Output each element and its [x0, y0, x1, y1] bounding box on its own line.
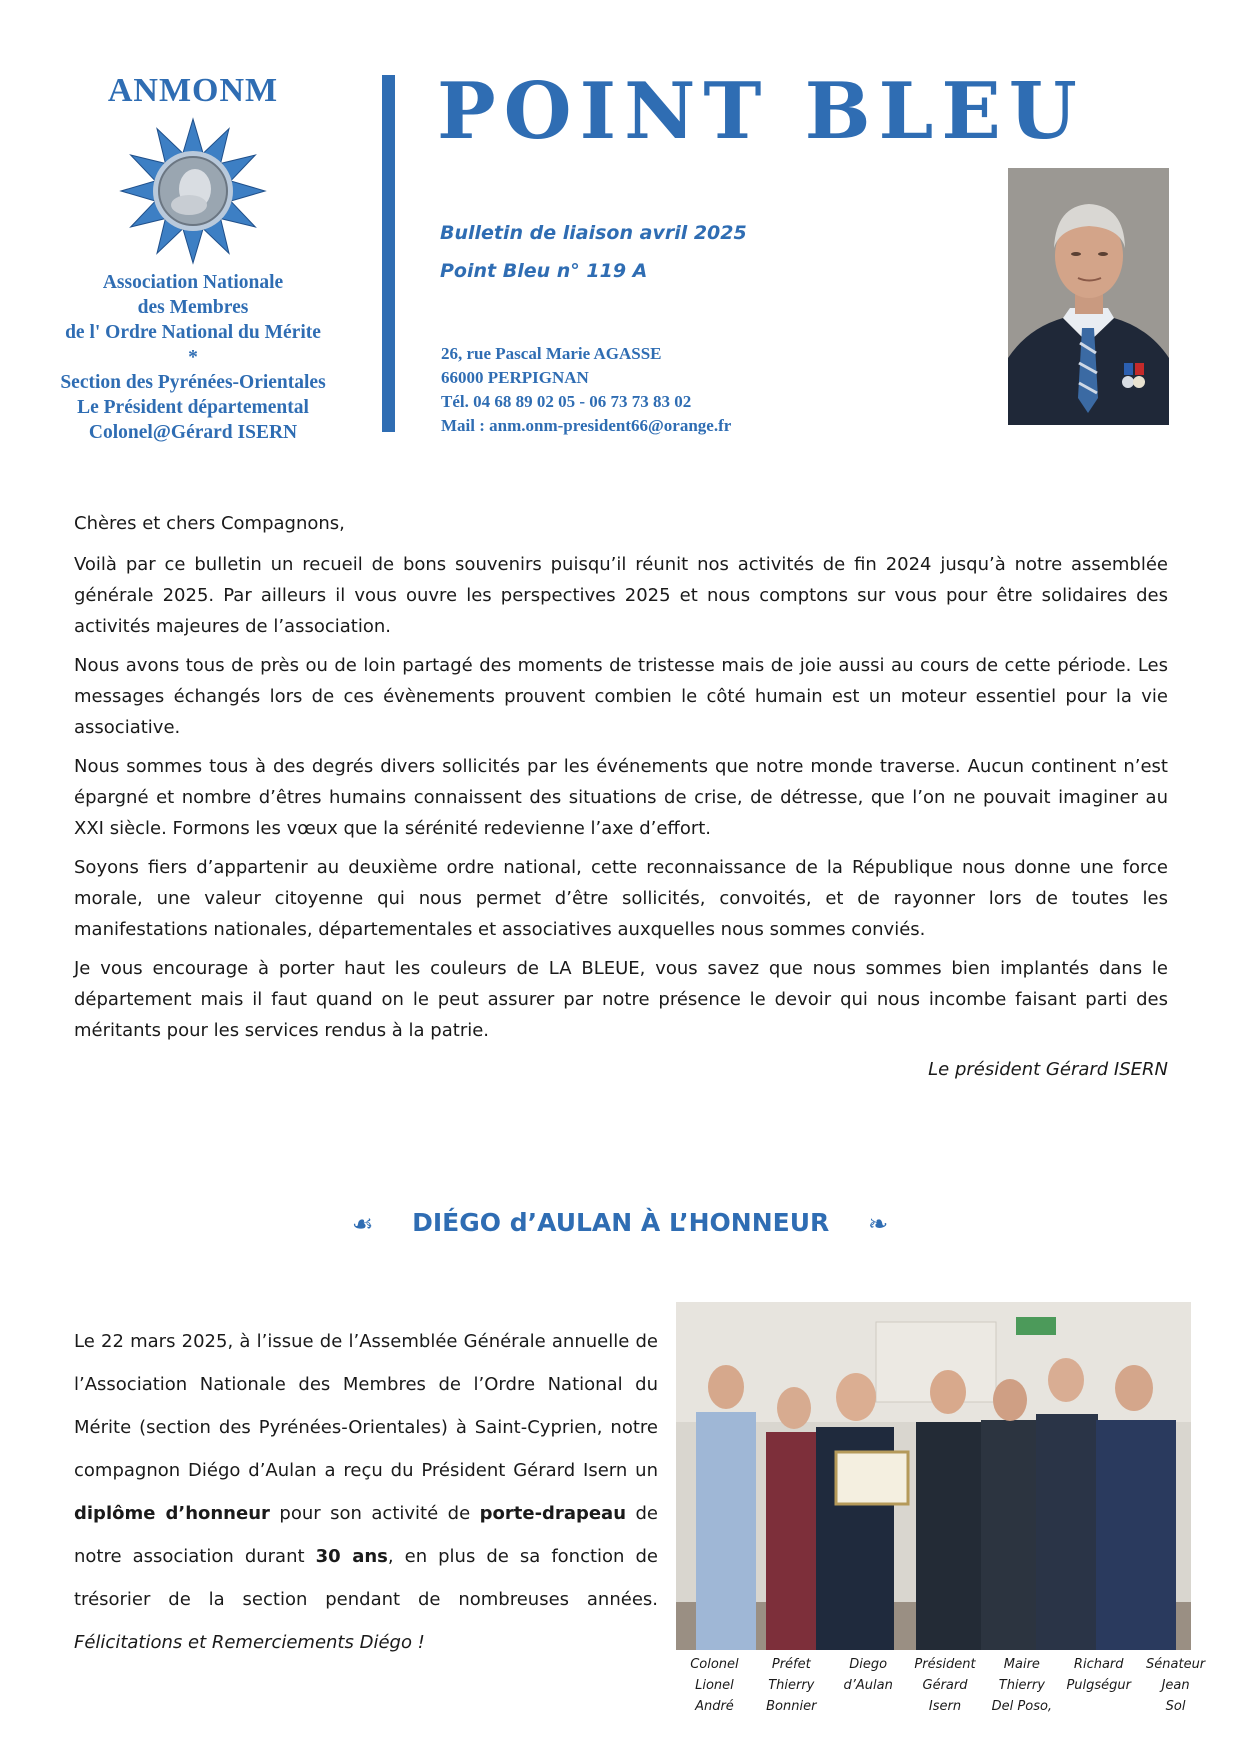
caption-line: Gérard: [922, 1678, 968, 1693]
caption-line: Bonnier: [766, 1699, 817, 1714]
address-email: Mail : anm.onm-president66@orange.fr: [441, 416, 732, 435]
caption-line: André: [695, 1699, 734, 1714]
caption-line: Président: [914, 1657, 976, 1672]
address-city: 66000 PERPIGNAN: [441, 368, 589, 387]
caption-person: [1060, 1654, 1137, 1717]
president-portrait-photo: [1008, 168, 1169, 425]
letter-greeting: Chères et chers Compagnons,: [74, 513, 345, 534]
bulletin-date: Bulletin de liaison avril 2025: [440, 222, 747, 244]
address-phone: Tél. 04 68 89 02 05 - 06 73 73 83 02: [441, 392, 692, 411]
caption-line: Diego: [849, 1657, 888, 1672]
caption-person: [676, 1654, 753, 1717]
floral-ornament-left-icon: ☙: [351, 1210, 374, 1238]
caption-line: Colonel: [690, 1657, 739, 1672]
section-title: DIÉGO d’AULAN À L’HONNEUR: [412, 1208, 830, 1237]
floral-ornament-right-icon: ❧: [868, 1210, 889, 1238]
caption-line: Maire: [1003, 1657, 1040, 1672]
org-line: *: [188, 347, 198, 368]
caption-line: Pulgségur: [1066, 1678, 1131, 1693]
article-emphasis: porte-drapeau: [479, 1503, 627, 1524]
organization-block: [28, 72, 358, 445]
section-heading: [0, 1208, 1240, 1238]
caption-line: Préfet: [771, 1657, 811, 1672]
org-line: de l' Ordre National du Mérite: [65, 322, 321, 343]
bulletin-info: [440, 214, 747, 290]
photo-captions: [676, 1654, 1214, 1717]
caption-person: [907, 1654, 984, 1717]
caption-line: Thierry: [998, 1678, 1045, 1693]
caption-person: [753, 1654, 830, 1717]
org-acronym: ANMONM: [107, 72, 279, 109]
caption-line: Isern: [928, 1699, 962, 1714]
article-text-part: pour son activité de: [269, 1503, 480, 1524]
org-line: Section des Pyrénées-Orientales: [60, 372, 326, 393]
letter-signature: Le président Gérard ISERN: [928, 1059, 1168, 1080]
article-text-part: de notre association durant: [74, 1503, 658, 1567]
caption-person: [983, 1654, 1060, 1717]
org-line: Colonel@Gérard ISERN: [88, 422, 298, 443]
address-street: 26, rue Pascal Marie AGASSE: [441, 344, 662, 363]
caption-line: Sénateur: [1146, 1657, 1206, 1672]
letter-paragraph: Voilà par ce bulletin un recueil de bons souvenirs puisqu’il réunit nos activités de fin 2024 jusqu’à notre assemblée générale 2025. Par ailleurs il vous ouvre les perspectives 2025 et nous comptons sur vous pour être solidaires des activités majeures de l’association.: [74, 554, 1168, 637]
national-order-merit-medal-logo: [118, 116, 268, 266]
letter-paragraph: Nous avons tous de près ou de loin partagé des moments de tristesse mais de joie aussi au cours de cette période. Les messages échangés lors de ces évènements prouvent combien le côté humain est un moteur essentiel pour la vie associative.: [74, 655, 1168, 738]
letter-paragraph: Je vous encourage à porter haut les couleurs de LA BLEUE, vous savez que nous sommes bien implantés dans le département mais il faut quand on le peut assurer par notre présence le devoir qui nous incombe faisant parti des méritants pour les services rendus à la patrie.: [74, 958, 1168, 1041]
letter-paragraph: Nous sommes tous à des degrés divers sollicités par les événements que notre monde traverse. Aucun continent n’est épargné et nombre d’êtres humains connaissent des situations de crise, de détresse, que l’on ne pouvait imaginer au XXI siècle. Formons les vœux que la sérénité redevienne l’axe d’effort.: [74, 756, 1168, 839]
caption-line: Richard: [1073, 1657, 1124, 1672]
caption-line: Lionel: [695, 1678, 734, 1693]
article-text: [74, 1320, 658, 1664]
article-text-part: Le 22 mars 2025, à l’issue de l’Assemblée Générale annuelle de l’Association Nationale des Membres de l’Ordre National du Mérite (section des Pyrénées-Orientales) à Saint-Cyprien, notre compagnon Diégo d’Aulan a reçu du Président Gérard Isern un: [74, 1331, 658, 1481]
caption-line: d’Aulan: [843, 1678, 893, 1693]
caption-line: Jean: [1161, 1678, 1190, 1693]
ceremony-group-photo: [676, 1302, 1191, 1650]
bulletin-number: Point Bleu n° 119 A: [440, 260, 648, 282]
letter-paragraph: Soyons fiers d’appartenir au deuxième ordre national, cette reconnaissance de la République nous donne une force morale, une valeur citoyenne qui nous permet d’être sollicités, convoités, et de rayonner lors de toutes les manifestations nationales, départementales et associatives auxquelles nous sommes conviés.: [74, 857, 1168, 940]
header-divider-bar: [382, 75, 395, 432]
org-address-lines: [28, 270, 358, 445]
caption-line: Sol: [1165, 1699, 1186, 1714]
caption-person: [830, 1654, 907, 1717]
org-line: Association Nationale: [102, 272, 284, 293]
caption-line: Thierry: [768, 1678, 815, 1693]
contact-address: [441, 342, 731, 438]
article-emphasis: diplôme d’honneur: [74, 1503, 270, 1524]
article-closing: Félicitations et Remerciements Diégo !: [74, 1632, 425, 1653]
org-line: Le Président départemental: [77, 397, 309, 418]
president-letter: [74, 508, 1168, 1093]
newsletter-title: POINT BLEU: [437, 66, 1085, 157]
org-line: des Membres: [137, 297, 249, 318]
article-emphasis: 30 ans: [315, 1546, 388, 1567]
caption-line: Del Poso,: [991, 1699, 1053, 1714]
caption-person: [1137, 1654, 1214, 1717]
article-text-part: , en plus de sa fonction de trésorier de la section pendant de nombreuses années.: [74, 1546, 658, 1610]
